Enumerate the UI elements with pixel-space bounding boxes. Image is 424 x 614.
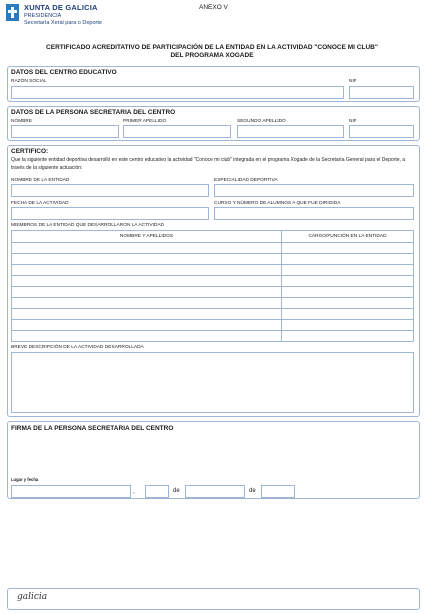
sport-field[interactable] xyxy=(214,184,414,197)
department-name: PRESIDENCIA xyxy=(24,13,62,19)
member-role-cell[interactable] xyxy=(282,309,414,320)
table-row xyxy=(12,265,414,276)
signature-heading: FIRMA DE LA PERSONA SECRETARIA DEL CENTRO xyxy=(11,425,174,432)
secretary-name-field[interactable] xyxy=(11,125,119,138)
member-name-cell[interactable] xyxy=(12,309,282,320)
subdepartment-name: Secretaría Xeral para o Deporte xyxy=(24,20,102,26)
course-field[interactable] xyxy=(214,207,414,220)
member-role-cell[interactable] xyxy=(282,320,414,331)
description-label: BREVE DESCRIPCIÓN DE LA ACTIVIDAD DESARROLLADA xyxy=(11,345,144,350)
table-row xyxy=(12,309,414,320)
school-heading: DATOS DEL CENTRO EDUCATIVO xyxy=(11,69,117,76)
member-name-cell[interactable] xyxy=(12,287,282,298)
member-name-cell[interactable] xyxy=(12,320,282,331)
certify-text: Que la siguiente entidad deportiva desarrolló en este centro educativo la actividad "Conoce mi club" integrada en el programa Xogade de la Secretaría General para el Deporte, a través de la siguiente actuación: xyxy=(11,157,406,171)
members-column-name: NOMBRE Y APELLIDOS xyxy=(12,231,282,243)
secretary-second-surname-label: SEGUNDO APELLIDO xyxy=(237,119,286,124)
brand-name: XUNTA DE GALICIA xyxy=(24,3,98,12)
members-table xyxy=(11,230,414,342)
table-row xyxy=(12,276,414,287)
secretary-first-surname-field[interactable] xyxy=(123,125,231,138)
members-label: MIEMBROS DE LA ENTIDAD QUE DESARROLLARON LA ACTIVIDAD xyxy=(11,223,165,228)
table-row xyxy=(12,287,414,298)
galicia-logo: galicia xyxy=(17,592,48,602)
member-name-cell[interactable] xyxy=(12,331,282,342)
sport-label: ESPECIALIDAD DEPORTIVA xyxy=(214,178,278,183)
de-separator-1: de xyxy=(173,488,180,494)
school-name-field[interactable] xyxy=(11,86,344,99)
xunta-logo xyxy=(6,4,19,21)
table-row xyxy=(12,254,414,265)
month-field[interactable] xyxy=(185,485,245,498)
footer-bar xyxy=(7,588,420,610)
comma-separator: , xyxy=(133,489,135,495)
members-column-role: CARGO/FUNCIÓN EN LA ENTIDAD xyxy=(282,231,414,243)
members-header-row xyxy=(12,231,414,243)
member-name-cell[interactable] xyxy=(12,276,282,287)
table-row xyxy=(12,320,414,331)
school-nif-label: NIF xyxy=(349,79,357,84)
school-nif-field[interactable] xyxy=(349,86,414,99)
member-name-cell[interactable] xyxy=(12,298,282,309)
member-role-cell[interactable] xyxy=(282,298,414,309)
member-role-cell[interactable] xyxy=(282,243,414,254)
activity-date-label: FECHA DE LA ACTIVIDAD xyxy=(11,201,69,206)
day-field[interactable] xyxy=(145,485,169,498)
secretary-nif-label: NIF xyxy=(349,119,357,124)
member-role-cell[interactable] xyxy=(282,331,414,342)
member-name-cell[interactable] xyxy=(12,243,282,254)
place-field[interactable] xyxy=(11,485,131,498)
entity-name-field[interactable] xyxy=(11,184,209,197)
table-row xyxy=(12,243,414,254)
place-date-label: Lugar y fecha xyxy=(11,477,39,482)
table-row xyxy=(12,331,414,342)
member-role-cell[interactable] xyxy=(282,287,414,298)
secretary-nif-field[interactable] xyxy=(349,125,414,138)
member-name-cell[interactable] xyxy=(12,254,282,265)
entity-name-label: NOMBRE DE LA ENTIDAD xyxy=(11,178,70,183)
document-title-line1: CERTIFICADO ACREDITATIVO DE PARTICIPACIÓN DE LA ENTIDAD EN LA ACTIVIDAD "CONOCE MI CLUB" xyxy=(46,44,378,51)
activity-date-field[interactable] xyxy=(11,207,209,220)
member-role-cell[interactable] xyxy=(282,254,414,265)
course-label: CURSO Y NÚMERO DE ALUMNOS A QUE FUE DIRIGIDA xyxy=(214,201,341,206)
document-title-line2: DEL PROGRAMA XOGADE xyxy=(170,52,254,59)
member-name-cell[interactable] xyxy=(12,265,282,276)
secretary-first-surname-label: PRIMER APELLIDO xyxy=(123,119,167,124)
member-role-cell[interactable] xyxy=(282,276,414,287)
secretary-second-surname-field[interactable] xyxy=(237,125,344,138)
description-field[interactable] xyxy=(11,352,414,413)
table-row xyxy=(12,298,414,309)
annex-label: ANEXO V xyxy=(199,4,228,11)
de-separator-2: de xyxy=(249,488,256,494)
member-role-cell[interactable] xyxy=(282,265,414,276)
secretary-name-label: NOMBRE xyxy=(11,119,33,124)
school-name-label: RAZÓN SOCIAL xyxy=(11,79,47,84)
certify-heading: CERTIFICO: xyxy=(11,148,49,155)
secretary-heading: DATOS DE LA PERSONA SECRETARIA DEL CENTRO xyxy=(11,109,176,116)
year-field[interactable] xyxy=(261,485,295,498)
